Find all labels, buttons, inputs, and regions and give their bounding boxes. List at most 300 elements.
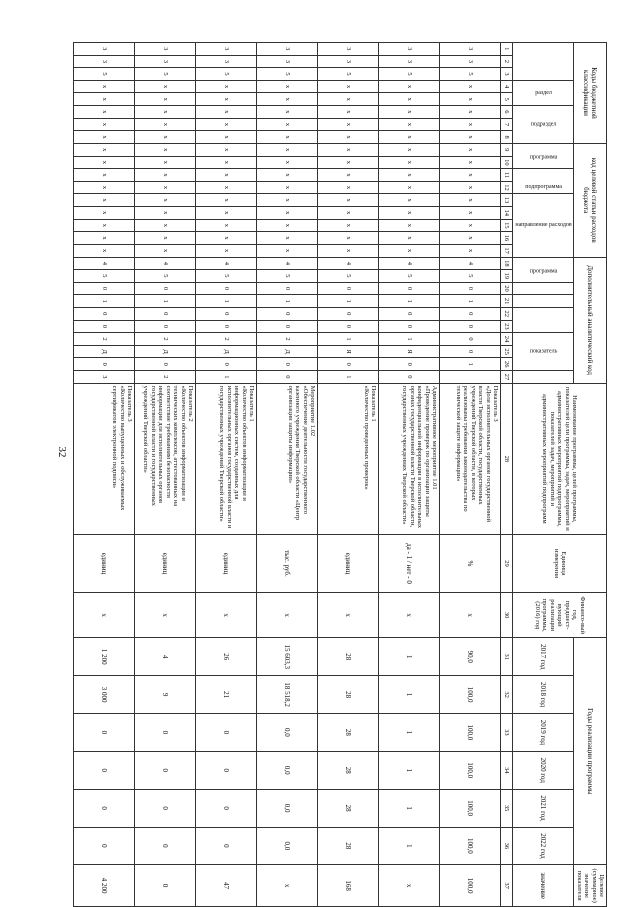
code-cell: x	[135, 194, 196, 207]
column-number: 24	[501, 333, 513, 346]
code-cell: x	[440, 181, 501, 194]
code-cell: x	[440, 219, 501, 232]
budget-class-header: Коды бюджетной классификации	[574, 43, 607, 144]
code-cell: 3	[135, 55, 196, 68]
row-name: Мероприятие 1.02 «Обеспечение деятельности государственного казенного учреждения Тверской области «Центр организации защиты информации»	[257, 383, 318, 534]
year-value-cell: 0,0	[257, 751, 318, 789]
year-value-cell: 0	[74, 827, 135, 865]
code-cell: 5	[74, 270, 135, 283]
code-cell: 1	[74, 295, 135, 308]
code-cell: 5	[135, 68, 196, 81]
code-cell: 1	[379, 295, 440, 308]
column-number: 18	[501, 257, 513, 270]
prog-header: программа	[513, 257, 574, 282]
code-cell: x	[135, 244, 196, 257]
column-number: 3	[501, 68, 513, 81]
code-cell: x	[135, 206, 196, 219]
code-cell: 0	[74, 282, 135, 295]
code-cell: x	[318, 80, 379, 93]
code-cell: x	[135, 80, 196, 93]
target-cell: 0	[135, 865, 196, 907]
code-cell: x	[135, 106, 196, 119]
code-cell: 1	[440, 295, 501, 308]
code-cell: 1	[318, 295, 379, 308]
unit-cell: единиц	[74, 534, 135, 592]
code-cell: x	[196, 206, 257, 219]
code-cell: x	[196, 169, 257, 182]
code-cell: x	[318, 131, 379, 144]
code-cell: 2	[135, 371, 196, 384]
column-number: 6	[501, 106, 513, 119]
code-cell: 0	[318, 307, 379, 320]
column-number: 14	[501, 206, 513, 219]
subprogram-header: подпрограмма	[513, 169, 574, 194]
column-number: 1	[501, 43, 513, 56]
code-cell: x	[196, 156, 257, 169]
year-value-cell: 90,0	[440, 638, 501, 676]
year-value-cell: 0	[74, 714, 135, 752]
extra-class-header: Дополнительный аналитический код	[574, 257, 607, 383]
code-cell: x	[74, 143, 135, 156]
column-number: 12	[501, 181, 513, 194]
code-cell: 5	[135, 270, 196, 283]
code-cell: 1	[196, 295, 257, 308]
code-cell: 4	[257, 257, 318, 270]
row-name: Показатель 1 «Количество объектов информатизации и информационных систем, созданных для исполнительных органов государственной власти и государственных учреждений Тверской области»	[196, 383, 257, 534]
unit-cell: единиц	[318, 534, 379, 592]
year-value-cell: 0	[196, 714, 257, 752]
column-number: 34	[501, 751, 513, 789]
year-2018-header: 2018 год	[513, 676, 574, 714]
code-cell: 5	[196, 270, 257, 283]
code-cell: 0	[74, 320, 135, 333]
column-number: 26	[501, 358, 513, 371]
code-cell: x	[440, 244, 501, 257]
column-number: 30	[501, 592, 513, 637]
code-cell: 0	[318, 282, 379, 295]
code-cell: x	[257, 244, 318, 257]
code-cell: 3	[196, 55, 257, 68]
tip-header	[513, 371, 574, 384]
code-cell: x	[196, 181, 257, 194]
code-cell: x	[257, 156, 318, 169]
code-cell: 1	[440, 358, 501, 371]
column-number: 17	[501, 244, 513, 257]
year-value-cell: 1 200	[74, 638, 135, 676]
fin-year-cell: x	[135, 592, 196, 637]
code-cell: 2	[196, 333, 257, 346]
column-number: 11	[501, 169, 513, 182]
code-cell: x	[74, 169, 135, 182]
code-cell: x	[379, 80, 440, 93]
year-value-cell: 0	[196, 751, 257, 789]
column-number: 9	[501, 143, 513, 156]
column-number: 28	[501, 383, 513, 534]
task-header	[513, 295, 574, 308]
year-value-cell: 9	[135, 676, 196, 714]
row-name: Показатель 3 «Количество выпущенных и обслуживаемых сертификатов электронной подписи»	[74, 383, 135, 534]
code-cell: x	[318, 93, 379, 106]
year-value-cell: 28	[318, 827, 379, 865]
code-cell: 1	[135, 295, 196, 308]
column-number: 37	[501, 865, 513, 907]
code-cell: Д	[257, 345, 318, 358]
unit-cell: единиц	[135, 534, 196, 592]
document-table-rotated	[87, 42, 607, 907]
code-cell: 0	[440, 282, 501, 295]
code-cell: x	[318, 219, 379, 232]
fin-year-cell: x	[440, 592, 501, 637]
year-2020-header: 2020 год	[513, 751, 574, 789]
column-number: 29	[501, 534, 513, 592]
target-cell: 4 200	[74, 865, 135, 907]
column-number: 8	[501, 131, 513, 144]
code-cell: x	[74, 106, 135, 119]
code-cell: x	[74, 194, 135, 207]
year-value-cell: 0	[135, 714, 196, 752]
unit-cell: тыс. руб.	[257, 534, 318, 592]
year-value-cell: 3 000	[74, 676, 135, 714]
code-cell: 3	[440, 55, 501, 68]
code-cell: 4	[196, 257, 257, 270]
code-cell: 3	[379, 43, 440, 56]
code-cell: x	[74, 131, 135, 144]
target-cell: x	[379, 865, 440, 907]
unit-cell: да - 1 / нет - 0	[379, 534, 440, 592]
code-cell: x	[440, 106, 501, 119]
column-number: 22	[501, 307, 513, 320]
code-cell: 1	[379, 333, 440, 346]
code-cell: x	[318, 169, 379, 182]
code-cell: x	[135, 131, 196, 144]
name-column-header: Наименование программы, целей программы, показателей цели программы, задач, мероприятий и административных мероприятий подпрограммы, показателей задач, мероприятий и административных мероприятий подпрограмм	[513, 383, 607, 534]
indicator-header: показатель	[513, 333, 574, 371]
table-row	[74, 43, 135, 907]
code-cell: x	[196, 219, 257, 232]
column-number: 32	[501, 676, 513, 714]
code-cell: x	[379, 131, 440, 144]
code-cell: x	[74, 244, 135, 257]
code-cell: 0	[196, 282, 257, 295]
year-value-cell: 100,0	[440, 751, 501, 789]
year-value-cell: 28	[318, 789, 379, 827]
code-cell: 0	[135, 358, 196, 371]
code-cell: 1	[318, 333, 379, 346]
code-cell: 0	[135, 307, 196, 320]
code-cell: 4	[440, 257, 501, 270]
value-header: значение	[513, 865, 574, 907]
target-cell: 100,0	[440, 865, 501, 907]
code-cell: 0	[379, 282, 440, 295]
column-number: 13	[501, 194, 513, 207]
code-cell: x	[135, 118, 196, 131]
year-2021-header: 2021 год	[513, 789, 574, 827]
year-2017-header: 2017 год	[513, 638, 574, 676]
code-cell: 1	[196, 371, 257, 384]
column-number: 16	[501, 232, 513, 245]
row-name: Показатель 3 «Доля исполнительных органов государственной власти Тверской области, государственных учреждений Тверской области, в которых реализованы требования законодательства по технической защите информации»	[440, 383, 501, 534]
code-cell: 0	[135, 282, 196, 295]
page-number: 32	[56, 446, 68, 458]
admin-code-header	[513, 43, 574, 81]
year-value-cell: 1	[379, 789, 440, 827]
code-cell: x	[379, 232, 440, 245]
year-value-cell: 4	[135, 638, 196, 676]
row-name: Административное мероприятие 1.01 «Проведение проверок по организации защиты конфиденциальной информации в исполнительных органах государственной власти Тверской области, государственных учреждениях Тверской области»	[379, 383, 440, 534]
code-cell: 0	[379, 320, 440, 333]
code-cell: Я	[318, 345, 379, 358]
code-cell: x	[196, 80, 257, 93]
code-cell: 0	[379, 358, 440, 371]
subprog-header	[513, 282, 574, 295]
code-cell: x	[257, 194, 318, 207]
year-value-cell: 100,0	[440, 676, 501, 714]
code-cell: x	[318, 156, 379, 169]
code-cell: x	[257, 118, 318, 131]
code-cell: x	[440, 143, 501, 156]
table-row	[318, 43, 379, 907]
code-cell: 0	[196, 307, 257, 320]
code-cell: x	[440, 93, 501, 106]
code-cell: 3	[257, 55, 318, 68]
code-cell: Я	[379, 345, 440, 358]
column-number: 5	[501, 93, 513, 106]
code-cell: 3	[440, 43, 501, 56]
year-value-cell: 21	[196, 676, 257, 714]
code-cell: 5	[379, 68, 440, 81]
code-cell: x	[440, 131, 501, 144]
code-cell: x	[318, 143, 379, 156]
year-value-cell: 0	[135, 827, 196, 865]
target-cell: x	[257, 865, 318, 907]
year-value-cell: 15 603,3	[257, 638, 318, 676]
code-cell: x	[440, 118, 501, 131]
year-value-cell: 1	[379, 751, 440, 789]
code-cell: x	[135, 181, 196, 194]
code-cell: 3	[74, 43, 135, 56]
code-cell: x	[257, 232, 318, 245]
code-cell: x	[379, 194, 440, 207]
code-cell: 3	[74, 371, 135, 384]
year-value-cell: 28	[318, 714, 379, 752]
table-row	[440, 43, 501, 907]
year-value-cell: 0	[196, 827, 257, 865]
code-cell: 0	[257, 320, 318, 333]
code-cell: x	[318, 206, 379, 219]
code-cell: x	[379, 118, 440, 131]
code-cell: x	[196, 232, 257, 245]
fin-year-cell: x	[257, 592, 318, 637]
year-value-cell: 0	[196, 789, 257, 827]
code-cell: 3	[74, 55, 135, 68]
code-cell: x	[379, 156, 440, 169]
code-cell: x	[196, 244, 257, 257]
code-cell: 0	[257, 282, 318, 295]
column-number: 31	[501, 638, 513, 676]
year-value-cell: 100,0	[440, 714, 501, 752]
column-number: 15	[501, 219, 513, 232]
code-cell: Д	[196, 345, 257, 358]
code-cell: 5	[440, 68, 501, 81]
year-value-cell: 0	[135, 789, 196, 827]
direction-header: направление расходов	[513, 194, 574, 257]
column-number: 35	[501, 789, 513, 827]
code-cell: x	[196, 131, 257, 144]
code-cell: x	[74, 118, 135, 131]
year-value-cell: 0	[74, 751, 135, 789]
unit-cell: единиц	[196, 534, 257, 592]
code-cell: 0	[74, 307, 135, 320]
column-number: 36	[501, 827, 513, 865]
code-cell: x	[440, 194, 501, 207]
code-cell: x	[318, 194, 379, 207]
code-cell: x	[257, 80, 318, 93]
code-cell: 0	[440, 333, 501, 346]
year-value-cell: 28	[318, 676, 379, 714]
fin-year-cell: x	[196, 592, 257, 637]
code-cell: x	[196, 143, 257, 156]
code-cell: 0	[318, 320, 379, 333]
code-cell: 5	[440, 270, 501, 283]
code-cell: 5	[257, 68, 318, 81]
year-value-cell: 28	[318, 638, 379, 676]
code-cell: Д	[135, 345, 196, 358]
code-cell: 0	[257, 371, 318, 384]
table-row	[135, 43, 196, 907]
code-cell: x	[318, 181, 379, 194]
code-cell: x	[257, 106, 318, 119]
code-cell: 0	[257, 358, 318, 371]
program-header: программа	[513, 143, 574, 168]
code-cell: x	[318, 244, 379, 257]
year-value-cell: 1	[379, 638, 440, 676]
target-cell: 47	[196, 865, 257, 907]
row-name: Показатель 1 «Количество проведенных проверок»	[318, 383, 379, 534]
code-cell: x	[74, 219, 135, 232]
code-cell: x	[257, 181, 318, 194]
code-cell: 4	[74, 257, 135, 270]
code-cell: x	[318, 118, 379, 131]
code-cell: x	[257, 206, 318, 219]
year-value-cell: 100,0	[440, 789, 501, 827]
code-cell: x	[196, 106, 257, 119]
column-number-row	[501, 43, 513, 907]
code-cell: 0	[196, 358, 257, 371]
code-cell: 0	[379, 307, 440, 320]
code-cell: 4	[379, 257, 440, 270]
code-cell: Д	[74, 345, 135, 358]
subsection-header: подраздел	[513, 106, 574, 144]
column-number: 25	[501, 345, 513, 358]
code-cell: 3	[379, 55, 440, 68]
code-cell: 4	[318, 257, 379, 270]
year-value-cell: 0,0	[257, 827, 318, 865]
code-cell: x	[196, 118, 257, 131]
column-number: 27	[501, 371, 513, 384]
code-cell: 0	[74, 358, 135, 371]
code-cell: 2	[257, 333, 318, 346]
year-value-cell: 100,0	[440, 827, 501, 865]
year-2022-header: 2022 год	[513, 827, 574, 865]
code-cell: 5	[318, 68, 379, 81]
code-cell: x	[135, 156, 196, 169]
table-row	[196, 43, 257, 907]
code-cell: 2	[74, 333, 135, 346]
unit-cell: %	[440, 534, 501, 592]
code-cell: 0	[196, 320, 257, 333]
event-header	[513, 307, 574, 332]
code-cell: x	[440, 80, 501, 93]
code-cell: 0	[440, 307, 501, 320]
column-number: 10	[501, 156, 513, 169]
fin-year-cell: x	[318, 592, 379, 637]
code-cell: x	[196, 93, 257, 106]
code-cell: x	[440, 156, 501, 169]
code-cell: 0	[379, 371, 440, 384]
code-cell: x	[379, 244, 440, 257]
year-value-cell: 0	[135, 751, 196, 789]
code-cell: x	[318, 232, 379, 245]
column-number: 23	[501, 320, 513, 333]
code-cell: x	[135, 93, 196, 106]
code-cell: x	[135, 143, 196, 156]
column-number: 20	[501, 282, 513, 295]
code-cell: 4	[135, 257, 196, 270]
code-cell: x	[135, 219, 196, 232]
code-cell: 3	[135, 43, 196, 56]
year-value-cell: 0	[74, 789, 135, 827]
code-cell: x	[440, 206, 501, 219]
column-number: 2	[501, 55, 513, 68]
code-cell: x	[257, 131, 318, 144]
code-cell: x	[135, 169, 196, 182]
fin-year-header: Финансо-вый год, предшест-вующий реализации программы, (2016) год	[513, 592, 607, 637]
code-cell: x	[257, 143, 318, 156]
code-cell: 3	[318, 43, 379, 56]
code-cell: x	[74, 93, 135, 106]
code-cell: x	[257, 219, 318, 232]
code-cell: 1	[318, 371, 379, 384]
code-cell	[440, 371, 501, 384]
code-cell: x	[440, 169, 501, 182]
table-row	[379, 43, 440, 907]
target-cell: 168	[318, 865, 379, 907]
code-cell: x	[379, 143, 440, 156]
code-cell: 5	[318, 270, 379, 283]
code-cell: x	[379, 93, 440, 106]
column-number: 19	[501, 270, 513, 283]
table-row	[257, 43, 318, 907]
code-cell: x	[379, 206, 440, 219]
code-cell: 3	[196, 43, 257, 56]
code-cell: 0	[318, 358, 379, 371]
column-number: 21	[501, 295, 513, 308]
code-cell: 0	[440, 345, 501, 358]
code-cell: 5	[74, 68, 135, 81]
code-cell: x	[257, 93, 318, 106]
code-cell: 1	[257, 295, 318, 308]
year-value-cell: 0,0	[257, 789, 318, 827]
code-cell: 0	[440, 320, 501, 333]
years-header: Годы реализации программы	[574, 638, 607, 865]
code-cell: 0	[135, 320, 196, 333]
code-cell: 3	[318, 55, 379, 68]
column-number: 4	[501, 80, 513, 93]
year-value-cell: 0,0	[257, 714, 318, 752]
program-table	[73, 42, 607, 907]
year-value-cell: 18 518,2	[257, 676, 318, 714]
code-cell: x	[379, 181, 440, 194]
